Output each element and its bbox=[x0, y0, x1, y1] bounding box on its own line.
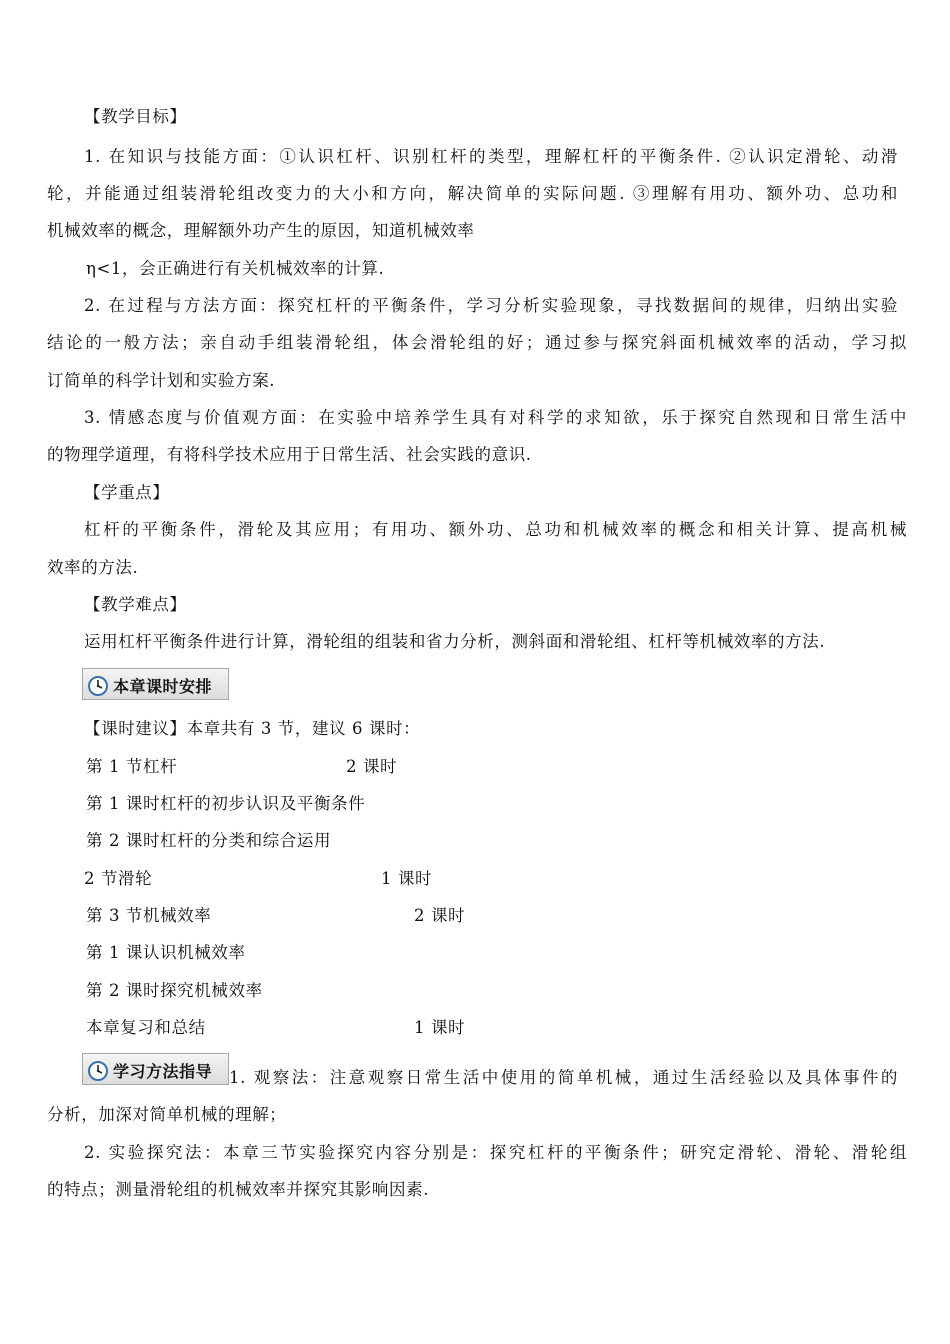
schedule-row-2 bbox=[86, 794, 946, 814]
methods-m1-line2: 分析，加深对简单机械的理解； bbox=[47, 1105, 287, 1124]
methods-m2-line2: 的特点；测量滑轮组的机械效率并探究其影响因素. bbox=[47, 1180, 430, 1199]
goals-p1-line3: 机械效率的概念，理解额外功产生的原因，知道机械效率 bbox=[47, 221, 475, 240]
schedule-row-hours: 2 课时 bbox=[414, 906, 466, 925]
schedule-row-label: 第 2 课时探究机械效率 bbox=[86, 981, 263, 1000]
goals-p2-line3: 订简单的科学计划和实验方案. bbox=[47, 371, 276, 390]
difficulties-line: 运用杠杆平衡条件进行计算，滑轮组的组装和省力分析，测斜面和滑轮组、杠杆等机械效率的方法. bbox=[84, 632, 826, 651]
schedule-row-5 bbox=[86, 906, 946, 926]
schedule-row-6 bbox=[86, 943, 946, 963]
difficulties-heading: 【教学难点】 bbox=[84, 595, 187, 614]
goals-p3-line2: 的物理学道理，有将科学技术应用于日常生活、社会实践的意识. bbox=[47, 445, 532, 464]
schedule-row-label: 第 1 课认识机械效率 bbox=[86, 943, 246, 962]
schedule-row-label: 本章复习和总结 bbox=[86, 1018, 206, 1037]
methods-badge-label: 学习方法指导 bbox=[113, 1062, 213, 1081]
schedule-row-hours: 2 课时 bbox=[346, 757, 398, 776]
key-points-line2: 效率的方法. bbox=[47, 558, 139, 577]
clock-icon bbox=[87, 675, 109, 697]
schedule-row-hours: 1 课时 bbox=[414, 1018, 466, 1037]
methods-m1-line1: 1. 观察法：注意观察日常生活中使用的简单机械，通过生活经验以及具体事件的 bbox=[229, 1068, 898, 1087]
schedule-row-1 bbox=[86, 757, 946, 777]
goals-p3-line1: 3. 情感态度与价值观方面：在实验中培养学生具有对科学的求知欲，乐于探究自然现和日常生活中 bbox=[84, 408, 907, 427]
key-points-line1: 杠杆的平衡条件，滑轮及其应用；有用功、额外功、总功和机械效率的概念和相关计算、提高机械 bbox=[84, 520, 907, 539]
schedule-row-label: 2 节滑轮 bbox=[84, 869, 153, 888]
schedule-row-label: 第 3 节机械效率 bbox=[86, 906, 212, 925]
goals-p1-line4: η<1，会正确进行有关机械效率的计算. bbox=[86, 259, 385, 278]
methods-m2-line1: 2. 实验探究法：本章三节实验探究内容分别是：探究杠杆的平衡条件；研究定滑轮、滑轮、滑轮组 bbox=[84, 1143, 907, 1162]
methods-badge bbox=[82, 1053, 229, 1085]
goals-p2-line1: 2. 在过程与方法方面：探究杠杆的平衡条件，学习分析实验现象，寻找数据间的规律，归纳出实验 bbox=[84, 296, 898, 315]
schedule-row-hours: 1 课时 bbox=[381, 869, 433, 888]
schedule-badge-label: 本章课时安排 bbox=[113, 677, 213, 696]
goals-heading: 【教学目标】 bbox=[84, 107, 187, 126]
clock-icon bbox=[87, 1060, 109, 1082]
schedule-row-label: 第 1 课时杠杆的初步认识及平衡条件 bbox=[86, 794, 366, 813]
schedule-row-label: 第 2 课时杠杆的分类和综合运用 bbox=[86, 831, 332, 850]
schedule-row-7 bbox=[86, 981, 946, 1001]
schedule-row-4 bbox=[84, 869, 944, 889]
goals-p1-line2: 轮，并能通过组装滑轮组改变力的大小和方向，解决简单的实际问题. ③理解有用功、额外功、总功和 bbox=[47, 184, 898, 203]
schedule-row-label: 第 1 节杠杆 bbox=[86, 757, 178, 776]
schedule-row-8 bbox=[86, 1018, 946, 1038]
goals-p1-line1: 1. 在知识与技能方面：①认识杠杆、识别杠杆的类型，理解杠杆的平衡条件. ②认识定滑轮、动滑 bbox=[84, 147, 898, 166]
schedule-row-3 bbox=[86, 831, 946, 851]
schedule-intro: 【课时建议】本章共有 3 节，建议 6 课时： bbox=[84, 719, 421, 738]
schedule-badge bbox=[82, 668, 229, 700]
key-points-heading: 【学重点】 bbox=[84, 483, 170, 502]
goals-p2-line2: 结论的一般方法；亲自动手组装滑轮组，体会滑轮组的好；通过参与探究斜面机械效率的活动，学习拟 bbox=[47, 333, 907, 352]
